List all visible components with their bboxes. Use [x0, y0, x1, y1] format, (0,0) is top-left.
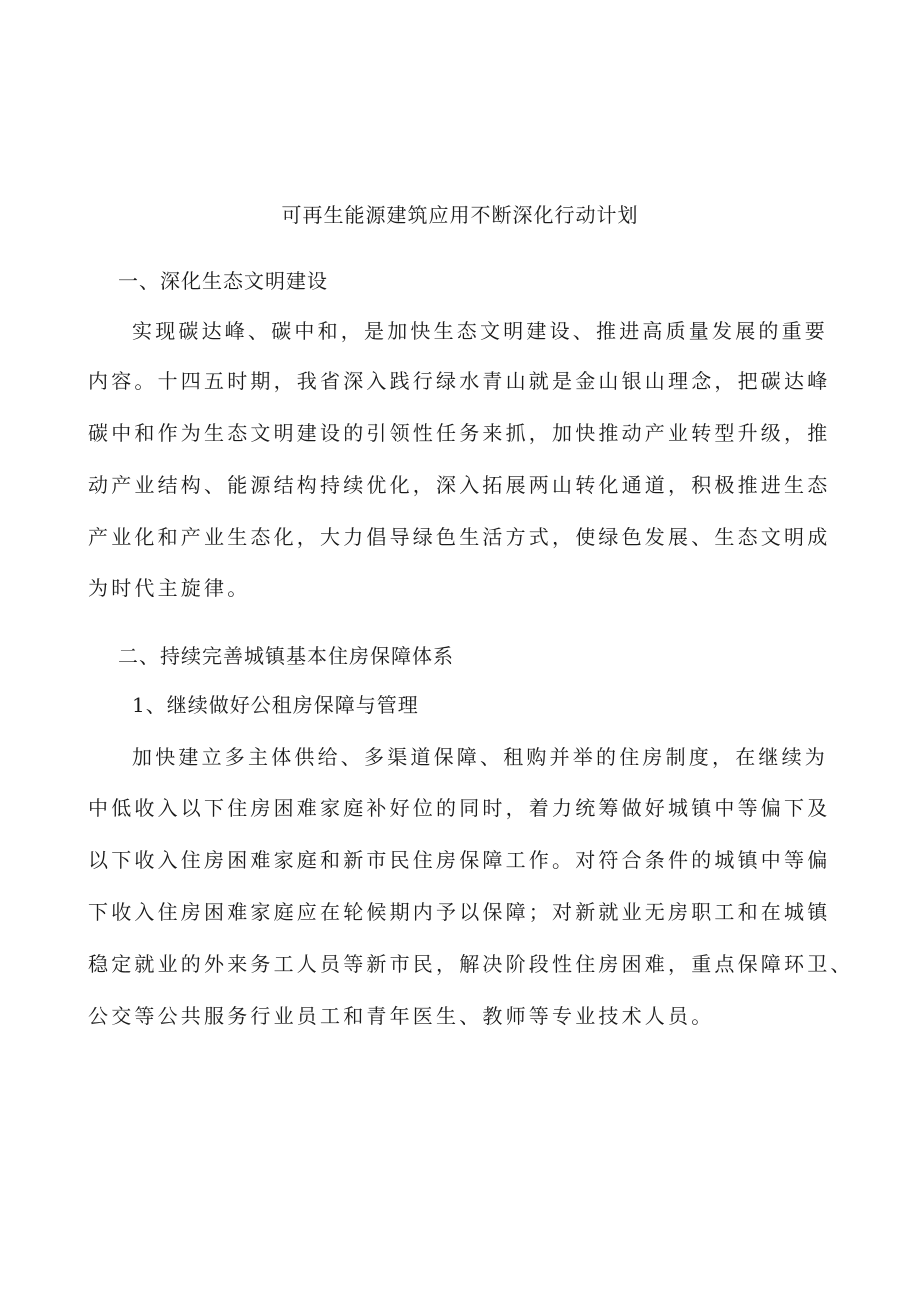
paragraph-1-line-1: 实现碳达峰、碳中和，是加快生态文明建设、推进高质量发展的重要: [132, 319, 828, 343]
paragraph-1-line-6: 为时代主旋律。: [88, 576, 251, 600]
section-heading-2: 二、持续完善城镇基本住房保障体系: [118, 644, 454, 668]
paragraph-2-line-3: 以下收入住房困难家庭和新市民住房保障工作。对符合条件的城镇中等偏: [88, 848, 831, 872]
section-heading-1: 一、深化生态文明建设: [118, 269, 328, 293]
paragraph-1-line-2: 内容。十四五时期，我省深入践行绿水青山就是金山银山理念，把碳达峰: [88, 369, 831, 393]
paragraph-2-line-5: 稳定就业的外来务工人员等新市民，解决阶段性住房困难，重点保障环卫、: [88, 952, 854, 976]
paragraph-1-line-3: 碳中和作为生态文明建设的引领性任务来抓，加快推动产业转型升级，推: [88, 421, 831, 445]
document-title: 可再生能源建筑应用不断深化行动计划: [281, 203, 639, 227]
subsection-heading-2-1: 1、继续做好公租房保障与管理: [132, 693, 419, 717]
paragraph-2-line-2: 中低收入以下住房困难家庭补好位的同时，着力统筹做好城镇中等偏下及: [88, 796, 831, 820]
paragraph-1-line-5: 产业化和产业生态化，大力倡导绿色生活方式，使绿色发展、生态文明成: [88, 525, 831, 549]
paragraph-1-line-4: 动产业结构、能源结构持续优化，深入拓展两山转化通道，积极推进生态: [88, 473, 831, 497]
paragraph-2-line-6: 公交等公共服务行业员工和青年医生、教师等专业技术人员。: [88, 1004, 715, 1028]
paragraph-2-line-1: 加快建立多主体供给、多渠道保障、租购并举的住房制度，在继续为: [132, 745, 828, 769]
paragraph-2-line-4: 下收入住房困难家庭应在轮候期内予以保障；对新就业无房职工和在城镇: [88, 900, 831, 924]
